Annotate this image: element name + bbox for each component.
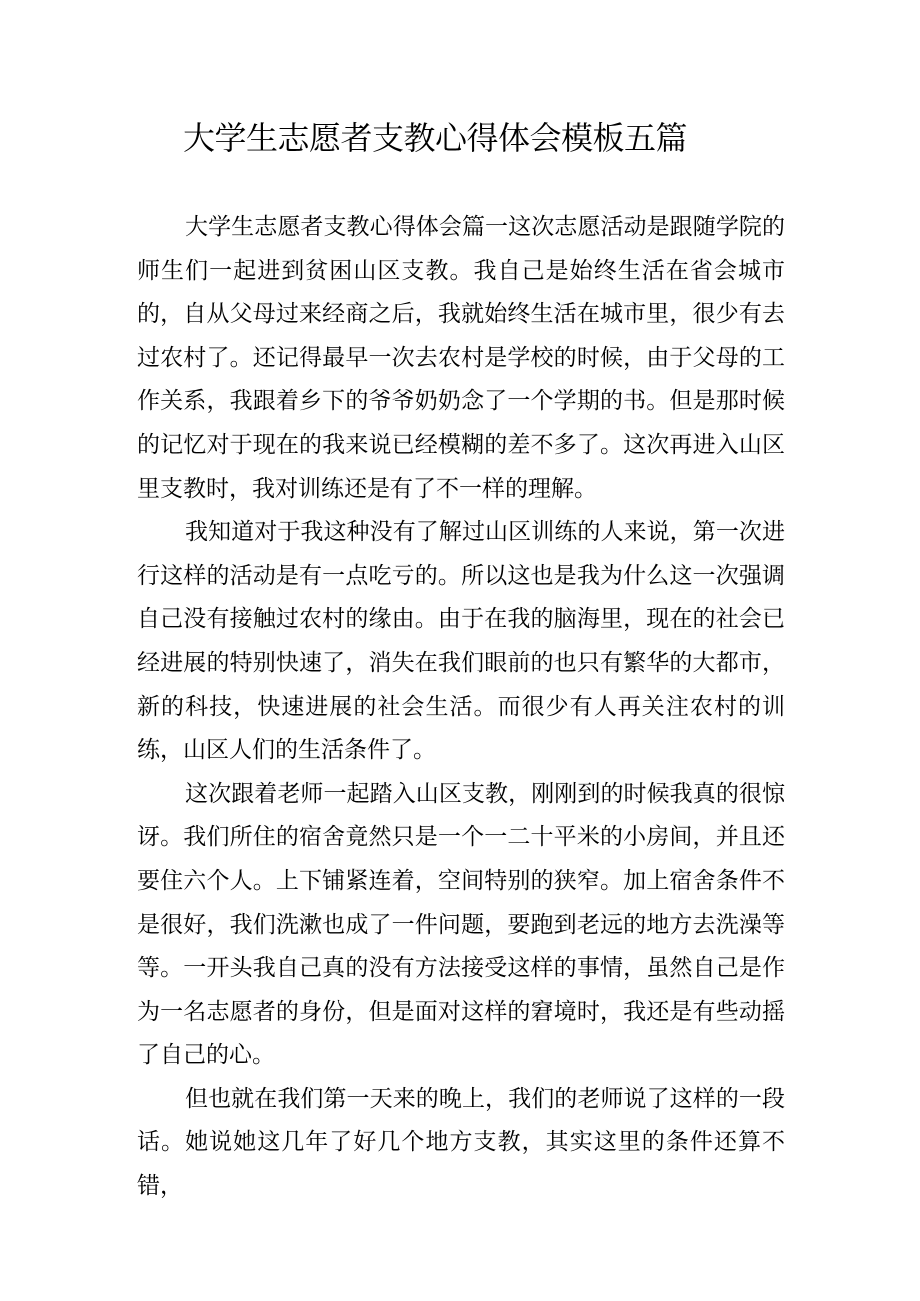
document-body xyxy=(137,206,785,1209)
paragraph-3: 这次跟着老师一起踏入山区支教，刚刚到的时候我真的很惊讶。我们所住的宿舍竟然只是一个一二十平米的小房间，并且还要住六个人。上下铺紧连着，空间特别的狭窄。加上宿舍条件不是很好，我们洗漱也成了一件问题，要跑到老远的地方去洗澡等等。一开头我自己真的没有方法接受这样的事情，虽然自己是作为一名志愿者的身份，但是面对这样的窘境时，我还是有些动摇了自己的心。 xyxy=(137,780,785,1069)
paragraph-4: 但也就在我们第一天来的晚上，我们的老师说了这样的一段话。她说她这几年了好几个地方支教，其实这里的条件还算不错， xyxy=(137,1085,785,1200)
paragraph-1: 大学生志愿者支教心得体会篇一这次志愿活动是跟随学院的师生们一起进到贫困山区支教。我自己是始终生活在省会城市的，自从父母过来经商之后，我就始终生活在城市里，很少有去过农村了。还记得最早一次去农村是学校的时候，由于父母的工作关系，我跟着乡下的爷爷奶奶念了一个学期的书。但是那时候的记忆对于现在的我来说已经模糊的差不多了。这次再进入山区里支教时，我对训练还是有了不一样的理解。 xyxy=(137,214,785,502)
paragraph-2: 我知道对于我这种没有了解过山区训练的人来说，第一次进行这样的活动是有一点吃亏的。所以这也是我为什么这一次强调自己没有接触过农村的缘由。由于在我的脑海里，现在的社会已经进展的特别快速了，消失在我们眼前的也只有繁华的大都市，新的科技，快速进展的社会生活。而很少有人再关注农村的训练，山区人们的生活条件了。 xyxy=(137,519,785,764)
document-title: 大学生志愿者支教心得体会模板五篇 xyxy=(183,119,688,157)
